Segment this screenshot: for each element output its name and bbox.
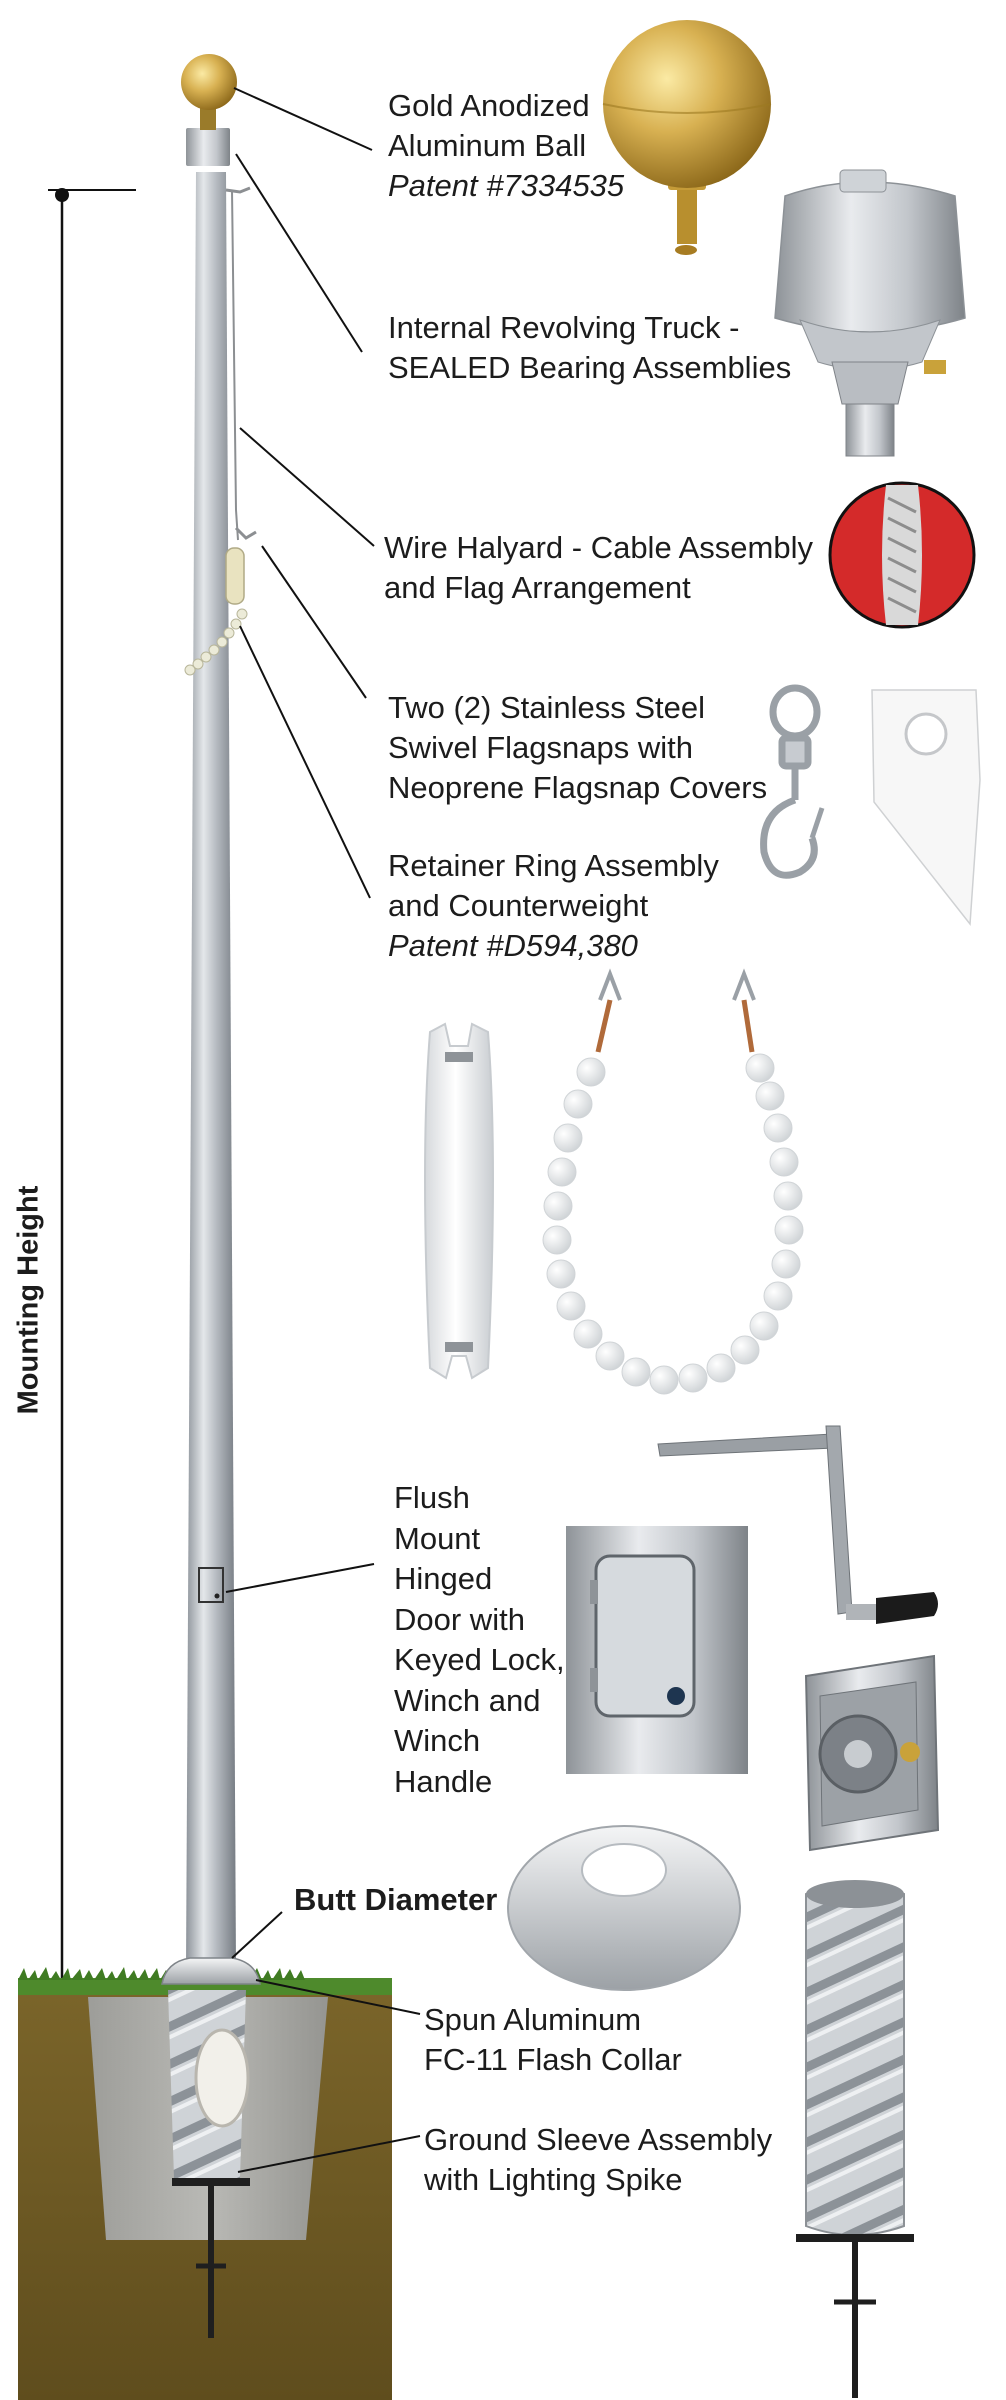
- callout-ball: [388, 86, 624, 206]
- counterweight-icon: [425, 1024, 493, 1378]
- callout-collar-line1: Spun Aluminum: [424, 2002, 642, 2037]
- callout-butt-diameter: Butt Diameter: [294, 1882, 498, 1917]
- winch-icon: [806, 1656, 938, 1850]
- leader-lines: [226, 88, 420, 2172]
- snap-mid: [236, 528, 256, 538]
- cable-disc-icon: [830, 483, 974, 627]
- callout-halyard-line2: and Flag Arrangement: [384, 570, 691, 605]
- callout-door-line: Flush: [394, 1480, 470, 1515]
- halyard-on-pole: [226, 188, 256, 604]
- callout-collar-line2: FC-11 Flash Collar: [424, 2042, 682, 2077]
- callout-door-line: Handle: [394, 1763, 493, 1799]
- callout-halyard: [384, 528, 813, 608]
- callout-retainer-line2: and Counterweight: [388, 888, 649, 923]
- callout-door-line: Winch: [394, 1723, 481, 1758]
- callout-truck: [388, 308, 791, 388]
- callout-snaps-line3: Neoprene Flagsnap Covers: [388, 770, 768, 805]
- mounting-height-dimension: [48, 188, 136, 1997]
- leader-halyard: [240, 428, 374, 546]
- truck-housing: [186, 128, 230, 166]
- leader-door: [226, 1564, 374, 1592]
- callout-sleeve-line1: Ground Sleeve Assembly: [424, 2122, 773, 2157]
- leader-snaps: [262, 546, 366, 698]
- retainer-bead-chain-icon: [543, 974, 803, 1394]
- callout-ball-line2: Aluminum Ball: [388, 128, 587, 163]
- pole-shaft: [186, 172, 236, 1970]
- callout-snaps-line1: Two (2) Stainless Steel: [388, 690, 706, 725]
- flagpole: [162, 54, 260, 1984]
- callout-collar: [424, 2000, 682, 2080]
- callout-snaps: [388, 688, 767, 808]
- callout-truck-line1: Internal Revolving Truck -: [388, 310, 740, 345]
- halyard-cable: [232, 190, 238, 540]
- snap-top: [226, 188, 250, 192]
- callout-retainer: [388, 846, 719, 966]
- callout-ball-line1: Gold Anodized: [388, 88, 590, 123]
- leader-truck: [236, 154, 362, 352]
- callout-truck-line2: SEALED Bearing Assemblies: [388, 350, 792, 385]
- gold-ball-icon: [603, 20, 771, 255]
- counterweight-on-pole: [226, 548, 244, 604]
- callout-snaps-line2: Swivel Flagsnaps with: [388, 730, 693, 765]
- callout-sleeve-line2: with Lighting Spike: [424, 2162, 683, 2197]
- callout-door-line: Hinged: [394, 1561, 493, 1596]
- leader-ball: [234, 88, 372, 150]
- callout-door-line: Mount: [394, 1520, 481, 1556]
- swivel-snap-icon: [764, 688, 822, 875]
- leader-retainer: [240, 626, 370, 898]
- ground-section: [18, 1967, 392, 2400]
- callout-door: [394, 1478, 565, 1802]
- callout-retainer-line1: Retainer Ring Assembly: [388, 848, 719, 883]
- flash-collar-on-pole: [162, 1958, 260, 1984]
- callout-retainer-patent: Patent #D594,380: [388, 928, 638, 963]
- sleeve-plate: [172, 2178, 250, 2186]
- callout-door-line: Door with: [394, 1601, 525, 1637]
- revolving-truck-icon: [775, 170, 965, 456]
- callout-door-line: Keyed Lock,: [394, 1642, 565, 1677]
- callout-halyard-line1: Wire Halyard - Cable Assembly: [384, 530, 813, 565]
- ground-sleeve-icon: [796, 1880, 914, 2398]
- leader-butt: [232, 1912, 282, 1958]
- dimension-top-dot: [55, 188, 69, 202]
- finial-ball: [181, 54, 237, 110]
- callout-ball-patent: Patent #7334535: [388, 168, 625, 203]
- flash-collar-icon: [508, 1826, 740, 1990]
- mounting-height-label: Mounting Height: [12, 1185, 45, 1415]
- pole-door-lock: [215, 1594, 220, 1599]
- hinged-door-icon: [566, 1526, 748, 1774]
- callout-door-line: Winch and: [394, 1682, 541, 1718]
- snap-cover-icon: [872, 690, 980, 924]
- callout-sleeve: [424, 2120, 772, 2200]
- sleeve-cutaway: [196, 2030, 248, 2126]
